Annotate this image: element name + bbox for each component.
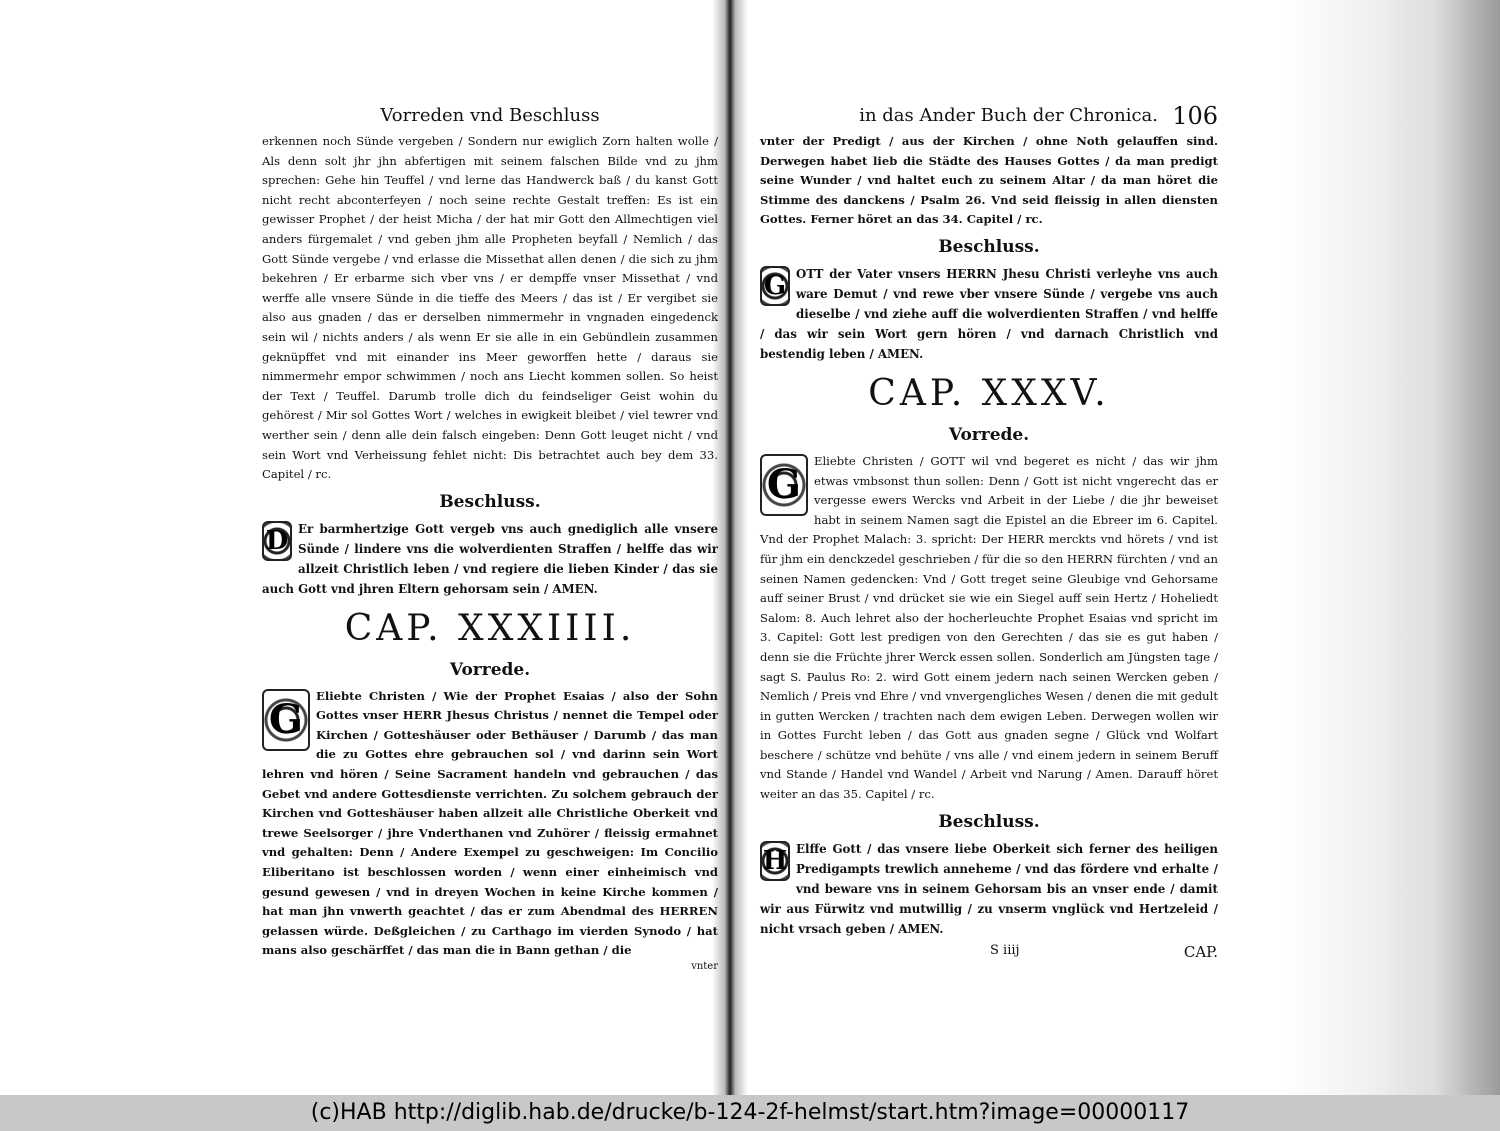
source-credit: (c)HAB http://diglib.hab.de/drucke/b-124-2f-helmst/start.htm?image=00000117 xyxy=(0,1095,1500,1131)
closing-text: Elffe Gott / das vnsere liebe Oberkeit sich ferner des heiligen Predigampts trewlich anneheme / vnd das fördere vnd erhalte / vnd beware vns in seinem Gehorsam bis an vnser ende / damit wir aus Fürwitz vnd mutwillig / zu vnserm vnglück vnd Hertzeleid / nicht vrsach geben / AMEN. xyxy=(760,841,1218,936)
preface-block xyxy=(262,687,718,961)
preface-text: Eliebte Christen / Wie der Prophet Esaias / also der Sohn Gottes vnser HERR Jhesus Christus / nennet die Tempel oder Kirchen / Gotteshäuser oder Bethäuser / Darumb / das man die zu Gottes ehre gebrauchen sol / vnd darinn sein Wort lehren vnd hören / Seine Sacrament handeln vnd gebrauchen / das Gebet vnd andere Gottesdienste verrichten. Zu solchem gebrauch der Kirchen vnd Gotteshäuser haben allzeit alle Christliche Oberkeit vnd trewe Seelsorger / jhre Vnderthanen vnd Zuhörer / fleissig ermahnet vnd gehalten: Denn / Andere Exempel zu geschweigen: Im Concilio Eliberitano ist beschlossen worden / wenn einer einheimisch vnd gesund gewesen / vnd in dreyen Wochen in keine Kirche kommen / hat man jhn vnwerth geachtet / das er zum Abendmal des HERREN gelassen würde. Deßgleichen / zu Carthago im vierden Synodo / hat mans also geschärffet / das man die in Bann gethan / die xyxy=(262,688,718,958)
preface-continuation: vnter der Predigt / aus der Kirchen / ohne Noth gelauffen sind. Derwegen habet lieb die Städte des Hauses Gottes / da man predigt seine Wunder / vnd haltet euch zu seinem Altar / da man höret die Stimme des danckens / Psalm 26. Vnd seid fleissig in allen diensten Gottes. Ferner höret an das 34. Capitel / rc. xyxy=(760,134,1218,227)
preface-text: Eliebte Christen / GOTT wil vnd begeret es nicht / das wir jhm etwas vmbsonst thun sollen: Denn / Gott ist nicht vngerecht das er vergesse ewers Wercks vnd Arbeit in der Liebe / die jhr beweiset habt in seinem Namen sagt die Epistel an die Ebreer im 6. Capitel. Vnd der Prophet Malach: 3. spricht: Der HERR merckts vnd hörets / vnd ist für jhm ein denckzedel geschrieben / für die so den HERRN fürchten / vnd an seinen Namen gedencken: Vnd / Gott treget seine Gleubige vnd Gehorsame auff seiner Brust / vnd drücket sie wie ein Siegel auff sein Hertz / Hoheliedt Salom: 8. Auch lehret also der hocherleuchte Prophet Esaias vnd spricht im 3. Capitel: Gott lest predigen von den Gerechten / das sie es gut haben / denn sie die Früchte jhrer Werck essen sollen. Sonderlich am Jüngsten tage / sagt S. Paulus Ro: 2. wird Gott einem jedern nach seinen Wercken geben / Nemlich / Preis vnd Ehre / vnd vnvergengliches Wesen / denen die mit gedult in gutten Wercken / trachten nach dem ewigen Leben. Derwegen wollen wir in Gottes Furcht leben / das Gott aus gnaden segne / Glück vnd Wolfart beschere / schütze vnd behüte / vns alle / vnd einem jedern in seinem Beruff vnd Stande / Handel vnd Wandel / Arbeit vnd Narung / Amen. Darauff höret weiter an das 35. Capitel / rc. xyxy=(760,453,1218,802)
left-page xyxy=(262,100,718,973)
closing-heading: Beschluss. xyxy=(938,236,1040,257)
decorated-initial: G xyxy=(262,689,310,751)
chapter-title: CAP. XXXIIII. xyxy=(344,607,636,649)
closing-block xyxy=(760,264,1218,364)
chapter-title: CAP. XXXV. xyxy=(868,372,1110,414)
closing-heading: Beschluss. xyxy=(938,811,1040,832)
decorated-initial: H xyxy=(760,841,790,881)
right-page xyxy=(760,100,1218,967)
catchword: CAP. xyxy=(1183,942,1218,961)
signature-mark: S iiij xyxy=(990,942,1020,958)
folio-number: 106 xyxy=(1172,102,1218,130)
decorated-initial: G xyxy=(760,266,790,306)
page-footer xyxy=(760,943,1218,967)
decorated-initial: G xyxy=(760,454,808,516)
catchword: vnter xyxy=(691,961,718,972)
preface-heading: Vorrede. xyxy=(449,659,531,680)
preface-continuation: erkennen noch Sünde vergeben / Sondern nur ewiglich Zorn halten wolle / Als denn solt jhr jhn abfertigen mit seinem falschen Bilde vnd zu jhm sprechen: Gehe hin Teuffel / vnd lerne das Handwerck baß / du kanst Gott nicht recht abconterfeyen / noch seine rechte Gestalt treffen: Es ist ein gewisser Prophet / der heist Micha / der hat mir Gott den Allmechtigen viel anders fürgemalet / vnd geben jhm alle Propheten beyfall / Nemlich / das Gott Sünde vergebe / vnd erlasse die Missethat allen denen / die sich zu jhm bekehren / Er erbarme sich vber vns / er dempffe vnser Missethat / vnd werffe alle vnsere Sünde in die tieffe des Meers / das ist / Er vergibet sie also aus gnaden / das er derselben nimmermehr in vngnaden eingedenck sein wil / nichts anders / als wenn Er sie alle in ein Gebündlein zusammen geknüpffet vnd mit einander ins Meer geworffen hette / daraus sie nimmermehr empor schwimmen / noch ans Liecht kommen sollen. So heist der Text / Teuffel. Darumb trolle dich du feindseliger Geist wohin du gehörest / Mir sol Gottes Wort / welches in ewigkeit bleibet / viel tewrer vnd werther sein / denn alle dein falsch eingeben: Denn Gott leuget nicht / vnd sein Wort vnd Verheissung fehlet nicht: Dis betrachtet auch bey dem 33. Capitel / rc. xyxy=(262,134,718,482)
closing-block xyxy=(262,519,718,599)
running-head-text: in das Ander Buch der Chronica. xyxy=(859,105,1158,126)
closing-block xyxy=(760,839,1218,939)
running-head xyxy=(760,100,1218,132)
preface-block xyxy=(760,452,1218,805)
running-head: Vorreden vnd Beschluss xyxy=(380,105,600,126)
closing-text: Er barmhertzige Gott vergeb vns auch gnediglich alle vnsere Sünde / lindere vns die wolverdienten Straffen / helffe das wir allzeit Christlich leben / vnd regiere die lieben Kinder / das sie auch Gott vnd jhren Eltern gehorsam sein / AMEN. xyxy=(262,521,718,596)
closing-text: OTT der Vater vnsers HERRN Jhesu Christi verleyhe vns auch ware Demut / vnd rewe vber vnsere Sünde / vergebe vns auch dieselbe / vnd ziehe auff die wolverdienten Straffen / vnd helffe / das wir sein Wort gern hören / vnd darnach Christlich vnd bestendig leben / AMEN. xyxy=(760,266,1218,361)
preface-heading: Vorrede. xyxy=(948,424,1030,445)
closing-heading: Beschluss. xyxy=(439,491,541,512)
page-edge-shadow xyxy=(1280,0,1500,1095)
decorated-initial: D xyxy=(262,521,292,561)
